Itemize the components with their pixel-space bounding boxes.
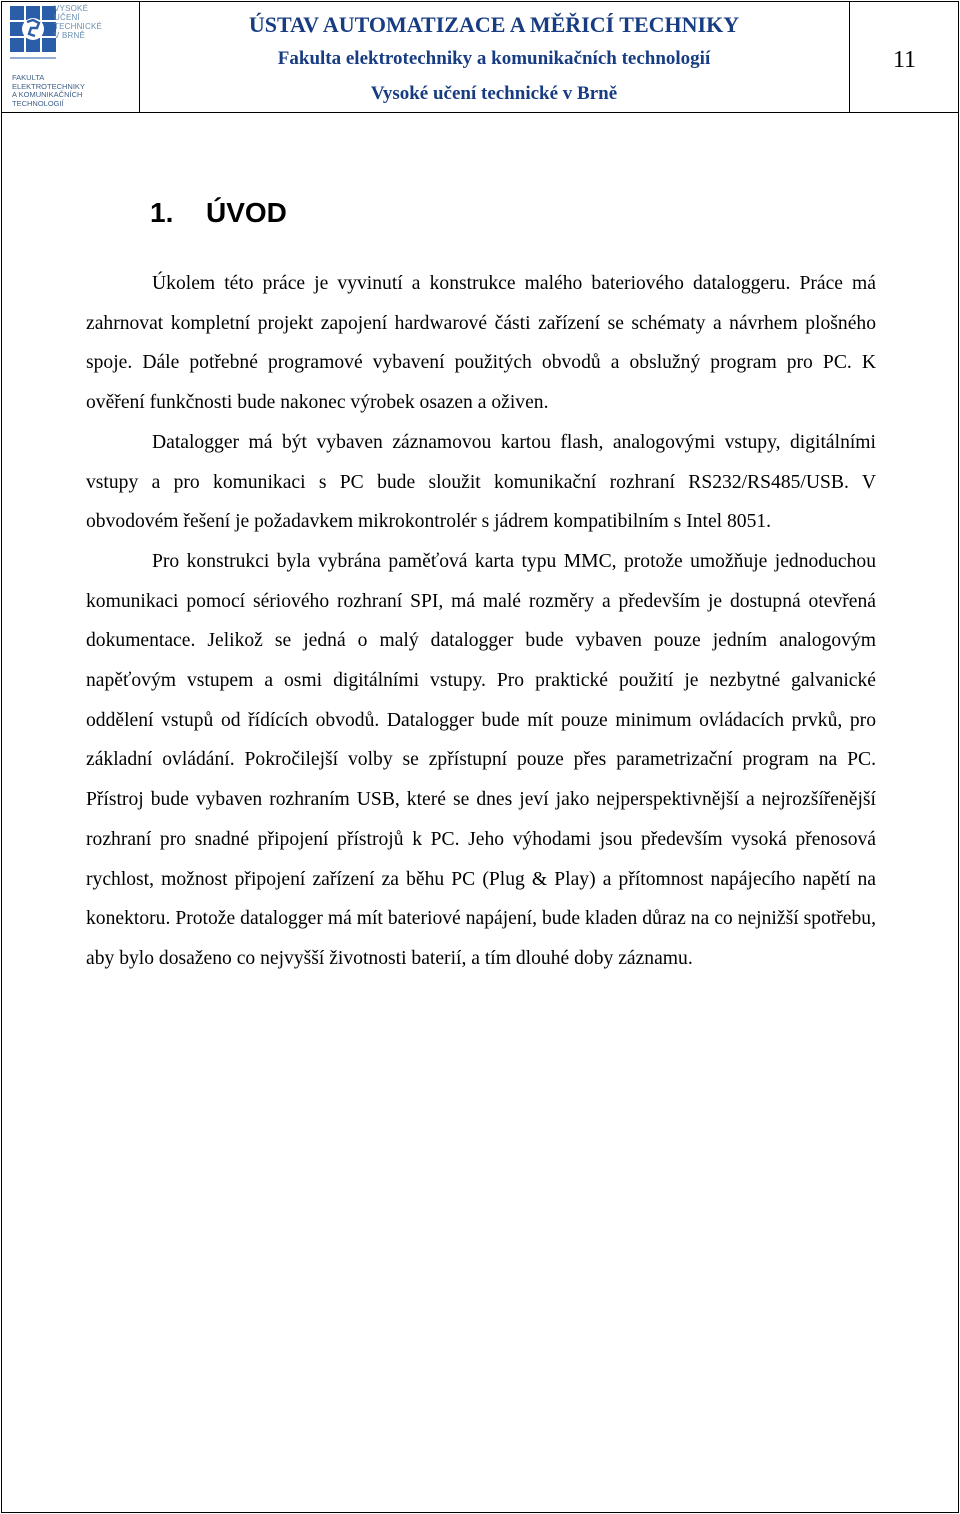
paragraph: Pro konstrukci byla vybrána paměťová karta typu MMC, protože umožňuje jednoduchou komunikaci pomocí sériového rozhraní SPI, má malé rozměry a především je dostupná otevřená dokumentace. Jelikož se jedná o malý datalogger bude vybaven pouze jedním analogovým napěťovým vstupem a osmi digitálními vstupy. Pro praktické použití je nezbytné galvanické oddělení vstupů od řídících obvodů. Datalogger bude mít pouze minimum ovládacích prvků, pro základní ovládání. Pokročilejší volby se zpřístupní pouze přes parametrizační program na PC. Přístroj bude vybaven rozhraním USB, které se dnes jeví jako nejperspektivnější a nejrozšířenější rozhraní pro snadné připojení přístrojů k PC. Jeho výhodami jsou především vysoká přenosová rychlost, možnost připojení zařízení za běhu PC (Plug & Play) a přítomnost napájecího napětí na konektoru. Protože datalogger má mít bateriové napájení, bude kladen důraz na co nejnižší spotřebu, aby bylo dosaženo co nejvyšší životnosti baterií, a tím dlouhé doby záznamu. [86,550,876,969]
page-header [2,2,958,113]
header-titles [139,2,849,112]
chapter-heading [150,196,287,230]
body-text [86,264,876,979]
faculty-name: Fakulta elektrotechniky a komunikačních technologií [277,48,711,69]
institute-name: ÚSTAV AUTOMATIZACE A MĚŘICÍ TECHNIKY [248,12,740,37]
page-number: 11 [892,47,917,73]
logo-faculty-text: FAKULTA ELEKTROTECHNIKY A KOMUNIKAČNÍCH TECHNOLOGIÍ [12,73,85,108]
university-name: Vysoké učení technické v Brně [370,83,618,104]
university-logo [2,2,140,112]
paragraph: Datalogger má být vybaven záznamovou kartou flash, analogovými vstupy, digitálními vstupy a pro komunikaci s PC bude sloužit komunikační rozhraní RS232/RS485/USB. V obvodovém řešení je požadavkem mikrokontrolér s jádrem kompatibilním s Intel 8051. [86,431,876,533]
paragraph: Úkolem této práce je vyvinutí a konstrukce malého bateriového dataloggeru. Práce má zahrnovat kompletní projekt zapojení hardwarové části zařízení se schématy a návrhem plošného spoje. Dále potřebné programové vybavení použitých obvodů a obslužný program pro PC. K ověření funkčnosti bude nakonec výrobek osazen a oživen. [86,273,876,414]
logo-university-text: VYSOKÉ UČENÍ TECHNICKÉ V BRNĚ [54,4,103,40]
chapter-number: 1. [150,197,174,228]
chapter-title: ÚVOD [206,197,287,228]
page-number-box [849,2,959,112]
